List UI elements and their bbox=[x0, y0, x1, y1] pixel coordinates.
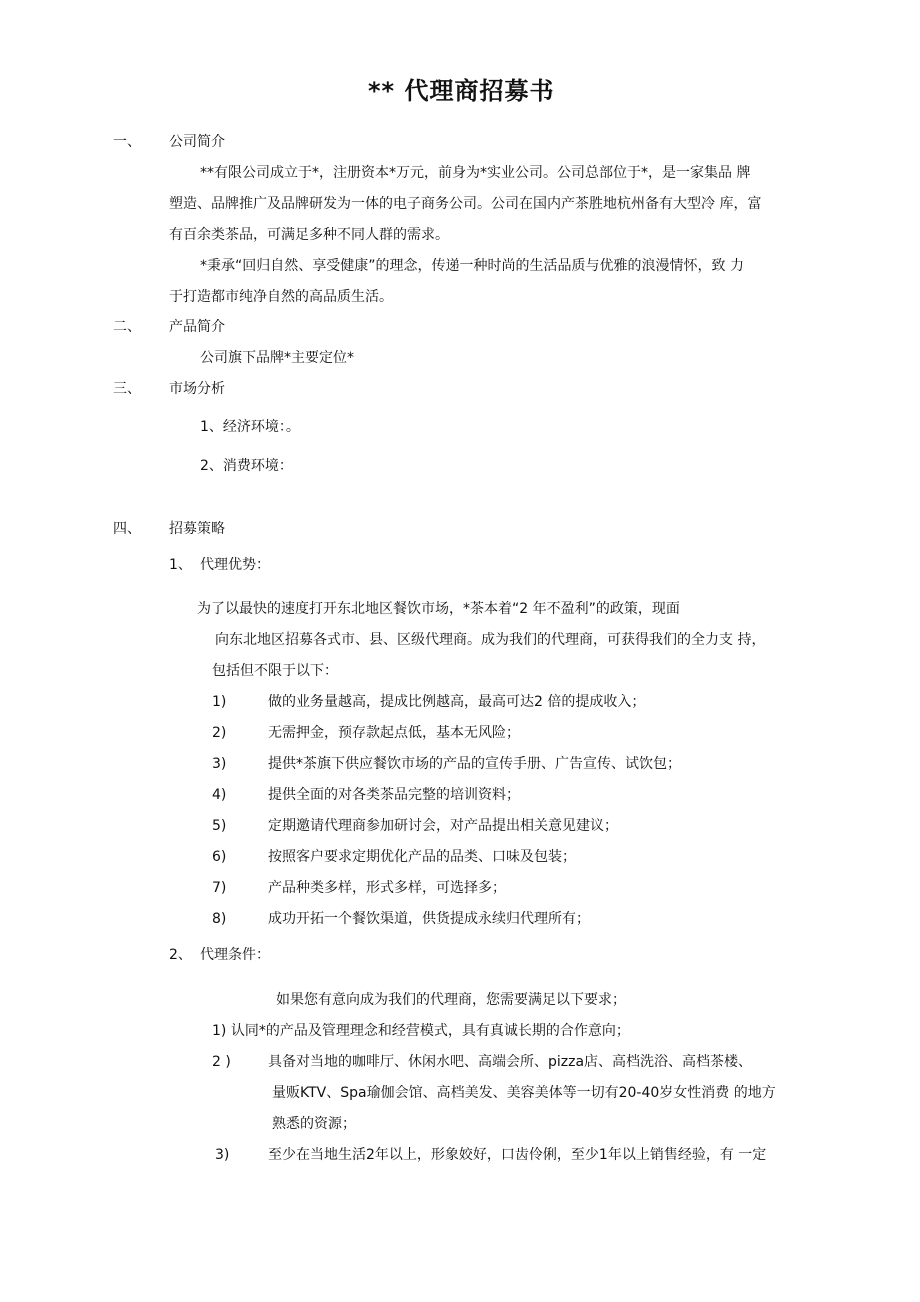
subsection-1-label: 代理优势： bbox=[200, 557, 270, 573]
subsection-1-number: 1、 bbox=[169, 557, 192, 573]
company-intro-line-3: 有百余类茶品，可满足多种不同人群的需求。 bbox=[169, 227, 449, 243]
advantage-intro-line-1: 为了以最快的速度打开东北地区餐饮市场，*茶本着“2 年不盈利”的政策，现面 bbox=[197, 601, 680, 617]
advantage-item-number: 3) bbox=[212, 756, 227, 772]
advantage-item-text: 成功开拓一个餐饮渠道，供货提成永续归代理所有； bbox=[268, 911, 590, 927]
advantage-item-text: 定期邀请代理商参加研讨会，对产品提出相关意见建议； bbox=[268, 818, 618, 834]
section-1-number: 一、 bbox=[113, 134, 141, 150]
subsection-2-label: 代理条件： bbox=[200, 947, 270, 963]
advantage-item-text: 产品种类多样，形式多样，可选择多； bbox=[268, 880, 506, 896]
section-3-number: 三、 bbox=[113, 381, 141, 397]
subsection-2-number: 2、 bbox=[169, 947, 192, 963]
page-title: ** 代理商招募书 bbox=[368, 77, 555, 105]
conditions-intro: 如果您有意向成为我们的代理商，您需要满足以下要求； bbox=[276, 992, 626, 1008]
condition-3-text: 至少在当地生活2年以上，形象姣好，口齿伶俐，至少1年以上销售经验，有 一定 bbox=[268, 1147, 767, 1163]
company-philosophy-line-2: 于打造都市纯净自然的高品质生活。 bbox=[169, 289, 393, 305]
advantage-item-number: 4) bbox=[212, 787, 227, 803]
product-intro-line: 公司旗下品牌*主要定位* bbox=[200, 350, 354, 366]
advantage-item-number: 7) bbox=[212, 880, 227, 896]
advantage-intro-line-3: 包括但不限于以下： bbox=[212, 663, 338, 679]
section-4-heading: 招募策略 bbox=[169, 521, 225, 537]
advantage-item-number: 6) bbox=[212, 849, 227, 865]
advantage-item-text: 无需押金，预存款起点低，基本无风险； bbox=[268, 725, 520, 741]
company-intro-line-2: 塑造、品牌推广及品牌研发为一体的电子商务公司。公司在国内产茶胜地杭州备有大型冷 库，富 bbox=[169, 196, 762, 212]
market-consumption-line: 2、消费环境： bbox=[200, 458, 293, 474]
section-2-number: 二、 bbox=[113, 319, 141, 335]
condition-2-line-3: 熟悉的资源； bbox=[272, 1116, 356, 1132]
advantage-item-number: 1) bbox=[212, 694, 227, 710]
advantage-item-number: 5) bbox=[212, 818, 227, 834]
section-2-heading: 产品简介 bbox=[169, 319, 225, 335]
condition-1: 1) 认同*的产品及管理理念和经营模式，具有真诚长期的合作意向； bbox=[212, 1023, 630, 1039]
section-4-number: 四、 bbox=[113, 521, 141, 537]
advantage-item-text: 按照客户要求定期优化产品的品类、口味及包装； bbox=[268, 849, 576, 865]
advantage-item-text: 提供*茶旗下供应餐饮市场的产品的宣传手册、广告宣传、试饮包； bbox=[268, 756, 681, 772]
company-philosophy-line-1: *秉承“回归自然、享受健康”的理念，传递一种时尚的生活品质与优雅的浪漫情怀，致 力 bbox=[200, 258, 744, 274]
advantage-item-text: 做的业务量越高，提成比例越高，最高可达2 倍的提成收入； bbox=[268, 694, 646, 710]
advantage-item-number: 8) bbox=[212, 911, 227, 927]
market-economy-line: 1、经济环境：。 bbox=[200, 419, 300, 435]
advantage-item-text: 提供全面的对各类茶品完整的培训资料； bbox=[268, 787, 520, 803]
company-intro-line-1: **有限公司成立于*，注册资本*万元，前身为*实业公司。公司总部位于*，是一家集品 牌 bbox=[200, 165, 751, 181]
condition-2-number: 2 ) bbox=[212, 1054, 231, 1070]
advantage-intro-line-2: 向东北地区招募各式市、县、区级代理商。成为我们的代理商，可获得我们的全力支 持， bbox=[215, 632, 766, 648]
section-1-heading: 公司简介 bbox=[169, 134, 225, 150]
condition-3-number: 3) bbox=[215, 1147, 230, 1163]
condition-2-line-2: 量贩KTV、Spa瑜伽会馆、高档美发、美容美体等一切有20-40岁女性消费 的地方 bbox=[272, 1085, 776, 1101]
section-3-heading: 市场分析 bbox=[169, 381, 225, 397]
advantage-item-number: 2) bbox=[212, 725, 227, 741]
condition-2-line-1: 具备对当地的咖啡厅、休闲水吧、高端会所、pizza店、高档洗浴、高档茶楼、 bbox=[268, 1054, 753, 1070]
